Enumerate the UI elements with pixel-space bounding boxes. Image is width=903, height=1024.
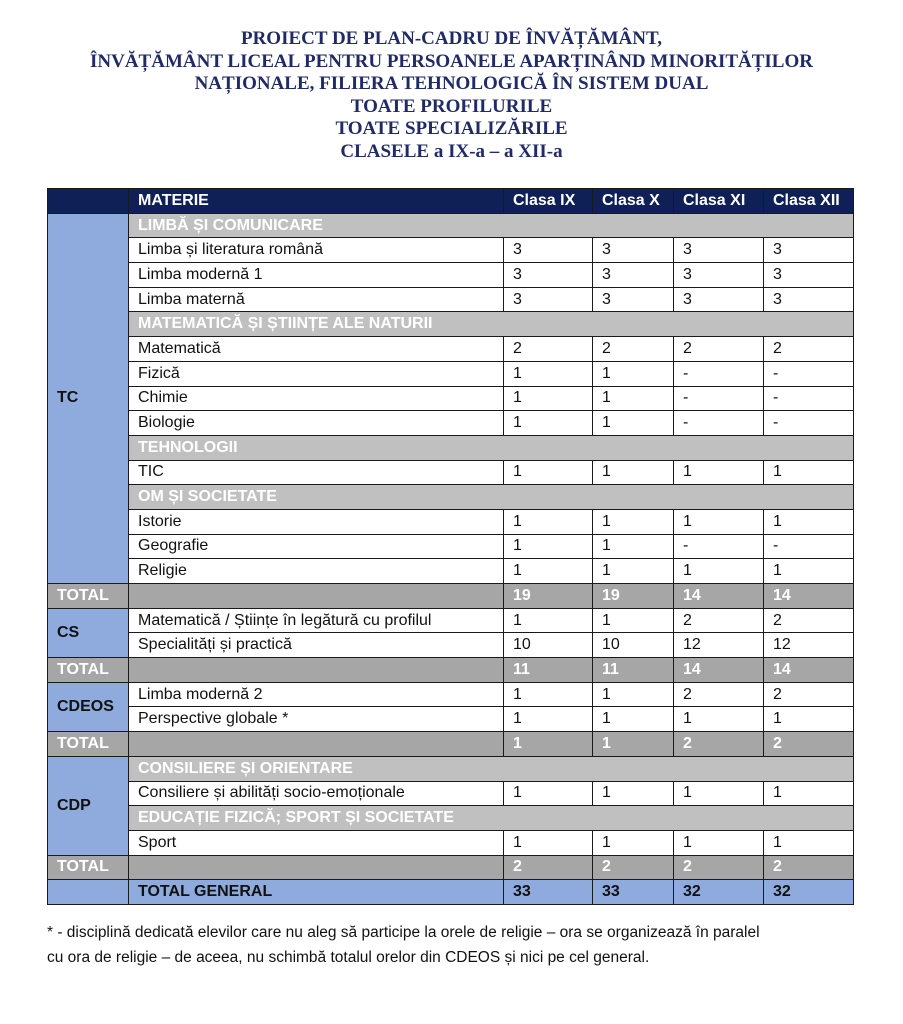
grand-total-value: 33 <box>504 880 593 905</box>
value-cell: 1 <box>674 707 764 732</box>
value-cell: 1 <box>504 830 593 855</box>
total-spacer <box>129 732 504 757</box>
grand-total-spacer <box>48 880 129 905</box>
header-clasa-xii: Clasa XII <box>764 189 854 214</box>
value-cell: 1 <box>504 608 593 633</box>
total-value: 2 <box>504 855 593 880</box>
total-value: 14 <box>764 658 854 683</box>
subject-cell: Specialități și practică <box>129 633 504 658</box>
value-cell: 1 <box>504 781 593 806</box>
table-row <box>48 534 854 559</box>
value-cell: 2 <box>593 337 674 362</box>
subject-cell: Fizică <box>129 361 504 386</box>
total-row-cs <box>48 658 854 683</box>
total-value: 14 <box>764 584 854 609</box>
curriculum-table <box>47 188 854 905</box>
value-cell: 1 <box>593 411 674 436</box>
grand-total-value: 32 <box>764 880 854 905</box>
subject-cell: Limba maternă <box>129 287 504 312</box>
value-cell: 3 <box>764 287 854 312</box>
table-row <box>48 559 854 584</box>
value-cell: - <box>674 361 764 386</box>
value-cell: 10 <box>593 633 674 658</box>
section-title: OM ȘI SOCIETATE <box>129 485 854 510</box>
area-cdeos: CDEOS <box>48 682 129 731</box>
table-row <box>48 287 854 312</box>
value-cell: 1 <box>593 830 674 855</box>
table-row <box>48 608 854 633</box>
value-cell: 3 <box>674 238 764 263</box>
value-cell: 1 <box>764 460 854 485</box>
header-clasa-x: Clasa X <box>593 189 674 214</box>
subject-cell: Matematică / Științe în legătură cu profilul <box>129 608 504 633</box>
grand-total-value: 33 <box>593 880 674 905</box>
value-cell: 1 <box>764 509 854 534</box>
value-cell: 2 <box>764 682 854 707</box>
value-cell: - <box>764 534 854 559</box>
header-materie: MATERIE <box>129 189 504 214</box>
section-title: CONSILIERE ȘI ORIENTARE <box>129 756 854 781</box>
value-cell: 1 <box>674 460 764 485</box>
total-label: TOTAL <box>48 658 129 683</box>
value-cell: - <box>764 411 854 436</box>
subject-cell: TIC <box>129 460 504 485</box>
value-cell: 1 <box>593 534 674 559</box>
table-row <box>48 361 854 386</box>
value-cell: 3 <box>764 263 854 288</box>
value-cell: 1 <box>674 781 764 806</box>
area-tc: TC <box>48 213 129 583</box>
value-cell: 3 <box>674 287 764 312</box>
table-row <box>48 509 854 534</box>
value-cell: 1 <box>504 534 593 559</box>
value-cell: 1 <box>764 781 854 806</box>
total-value: 11 <box>504 658 593 683</box>
total-label: TOTAL <box>48 855 129 880</box>
section-title: LIMBĂ ȘI COMUNICARE <box>129 213 854 238</box>
total-value: 11 <box>593 658 674 683</box>
total-value: 2 <box>674 732 764 757</box>
value-cell: 1 <box>593 460 674 485</box>
subject-cell: Limba modernă 1 <box>129 263 504 288</box>
total-label: TOTAL <box>48 584 129 609</box>
value-cell: 2 <box>764 337 854 362</box>
value-cell: 3 <box>674 263 764 288</box>
footnote-line: cu ora de religie – de aceea, nu schimbă totalul orelor din CDEOS și nici pe cel general. <box>47 949 650 966</box>
total-spacer <box>129 658 504 683</box>
header-area <box>48 189 129 214</box>
total-value: 2 <box>593 855 674 880</box>
grand-total-row <box>48 880 854 905</box>
table-row <box>48 263 854 288</box>
section-title: TEHNOLOGII <box>129 435 854 460</box>
table-row <box>48 781 854 806</box>
section-row <box>48 435 854 460</box>
value-cell: 2 <box>674 608 764 633</box>
section-row <box>48 485 854 510</box>
value-cell: 1 <box>593 682 674 707</box>
table-row <box>48 830 854 855</box>
table-row <box>48 707 854 732</box>
subject-cell: Istorie <box>129 509 504 534</box>
subject-cell: Limba modernă 2 <box>129 682 504 707</box>
document-title <box>0 28 903 164</box>
total-value: 2 <box>764 855 854 880</box>
value-cell: 1 <box>504 460 593 485</box>
table-row <box>48 238 854 263</box>
footnote <box>47 920 887 970</box>
subject-cell: Matematică <box>129 337 504 362</box>
total-row-cdeos <box>48 732 854 757</box>
value-cell: 10 <box>504 633 593 658</box>
subject-cell: Religie <box>129 559 504 584</box>
value-cell: 3 <box>764 238 854 263</box>
value-cell: 1 <box>593 509 674 534</box>
total-value: 2 <box>764 732 854 757</box>
value-cell: 2 <box>764 608 854 633</box>
value-cell: 3 <box>593 287 674 312</box>
subject-cell: Consiliere și abilități socio-emoționale <box>129 781 504 806</box>
value-cell: - <box>764 361 854 386</box>
section-row <box>48 312 854 337</box>
total-value: 1 <box>593 732 674 757</box>
subject-cell: Chimie <box>129 386 504 411</box>
header-clasa-xi: Clasa XI <box>674 189 764 214</box>
total-value: 1 <box>504 732 593 757</box>
table-row <box>48 337 854 362</box>
value-cell: - <box>674 534 764 559</box>
value-cell: 3 <box>593 238 674 263</box>
table-row <box>48 633 854 658</box>
total-spacer <box>129 584 504 609</box>
value-cell: 1 <box>593 386 674 411</box>
total-label: TOTAL <box>48 732 129 757</box>
value-cell: - <box>674 411 764 436</box>
value-cell: - <box>674 386 764 411</box>
value-cell: 1 <box>504 509 593 534</box>
subject-cell: Perspective globale * <box>129 707 504 732</box>
subject-cell: Limba și literatura română <box>129 238 504 263</box>
title-line: CLASELE a IX-a – a XII-a <box>340 140 563 162</box>
total-value: 2 <box>674 855 764 880</box>
value-cell: 1 <box>504 707 593 732</box>
value-cell: 1 <box>593 559 674 584</box>
title-line: TOATE SPECIALIZĂRILE <box>335 118 568 140</box>
value-cell: 1 <box>764 559 854 584</box>
title-line: TOATE PROFILURILE <box>350 95 553 117</box>
section-row <box>48 756 854 781</box>
value-cell: 1 <box>674 830 764 855</box>
value-cell: 2 <box>674 337 764 362</box>
area-cs: CS <box>48 608 129 657</box>
section-row <box>48 806 854 831</box>
section-title: EDUCAȚIE FIZICĂ; SPORT ȘI SOCIETATE <box>129 806 854 831</box>
value-cell: 2 <box>504 337 593 362</box>
total-value: 14 <box>674 584 764 609</box>
value-cell: 12 <box>674 633 764 658</box>
title-line: PROIECT DE PLAN-CADRU DE ÎNVĂȚĂMÂNT, <box>240 28 662 49</box>
subject-cell: Biologie <box>129 411 504 436</box>
value-cell: 1 <box>593 781 674 806</box>
header-clasa-ix: Clasa IX <box>504 189 593 214</box>
value-cell: 3 <box>504 238 593 263</box>
value-cell: 1 <box>764 707 854 732</box>
subject-cell: Geografie <box>129 534 504 559</box>
section-title: MATEMATICĂ ȘI ȘTIINȚE ALE NATURII <box>129 312 854 337</box>
value-cell: 1 <box>674 559 764 584</box>
table-header-row <box>48 189 854 214</box>
table-row <box>48 460 854 485</box>
value-cell: 12 <box>764 633 854 658</box>
table-row <box>48 682 854 707</box>
value-cell: 1 <box>504 411 593 436</box>
total-value: 14 <box>674 658 764 683</box>
value-cell: 3 <box>593 263 674 288</box>
value-cell: 3 <box>504 263 593 288</box>
total-row-tc <box>48 584 854 609</box>
value-cell: - <box>764 386 854 411</box>
value-cell: 1 <box>764 830 854 855</box>
value-cell: 1 <box>593 707 674 732</box>
value-cell: 2 <box>674 682 764 707</box>
table-row <box>48 411 854 436</box>
table-row <box>48 386 854 411</box>
total-spacer <box>129 855 504 880</box>
footnote-line: * - disciplină dedicată elevilor care nu aleg să participe la orele de religie – ora se organizează în paralel <box>47 924 760 941</box>
value-cell: 1 <box>504 682 593 707</box>
title-line: ÎNVĂȚĂMÂNT LICEAL PENTRU PERSOANELE APARȚINÂND MINORITĂȚILOR <box>90 50 813 72</box>
value-cell: 1 <box>504 361 593 386</box>
subject-cell: Sport <box>129 830 504 855</box>
title-line: NAȚIONALE, FILIERA TEHNOLOGICĂ ÎN SISTEM DUAL <box>194 73 709 95</box>
value-cell: 3 <box>504 287 593 312</box>
total-value: 19 <box>504 584 593 609</box>
grand-total-value: 32 <box>674 880 764 905</box>
value-cell: 1 <box>674 509 764 534</box>
grand-total-label: TOTAL GENERAL <box>129 880 504 905</box>
section-row <box>48 213 854 238</box>
total-row-cdp <box>48 855 854 880</box>
value-cell: 1 <box>504 559 593 584</box>
value-cell: 1 <box>504 386 593 411</box>
value-cell: 1 <box>593 608 674 633</box>
value-cell: 1 <box>593 361 674 386</box>
area-cdp: CDP <box>48 756 129 855</box>
total-value: 19 <box>593 584 674 609</box>
